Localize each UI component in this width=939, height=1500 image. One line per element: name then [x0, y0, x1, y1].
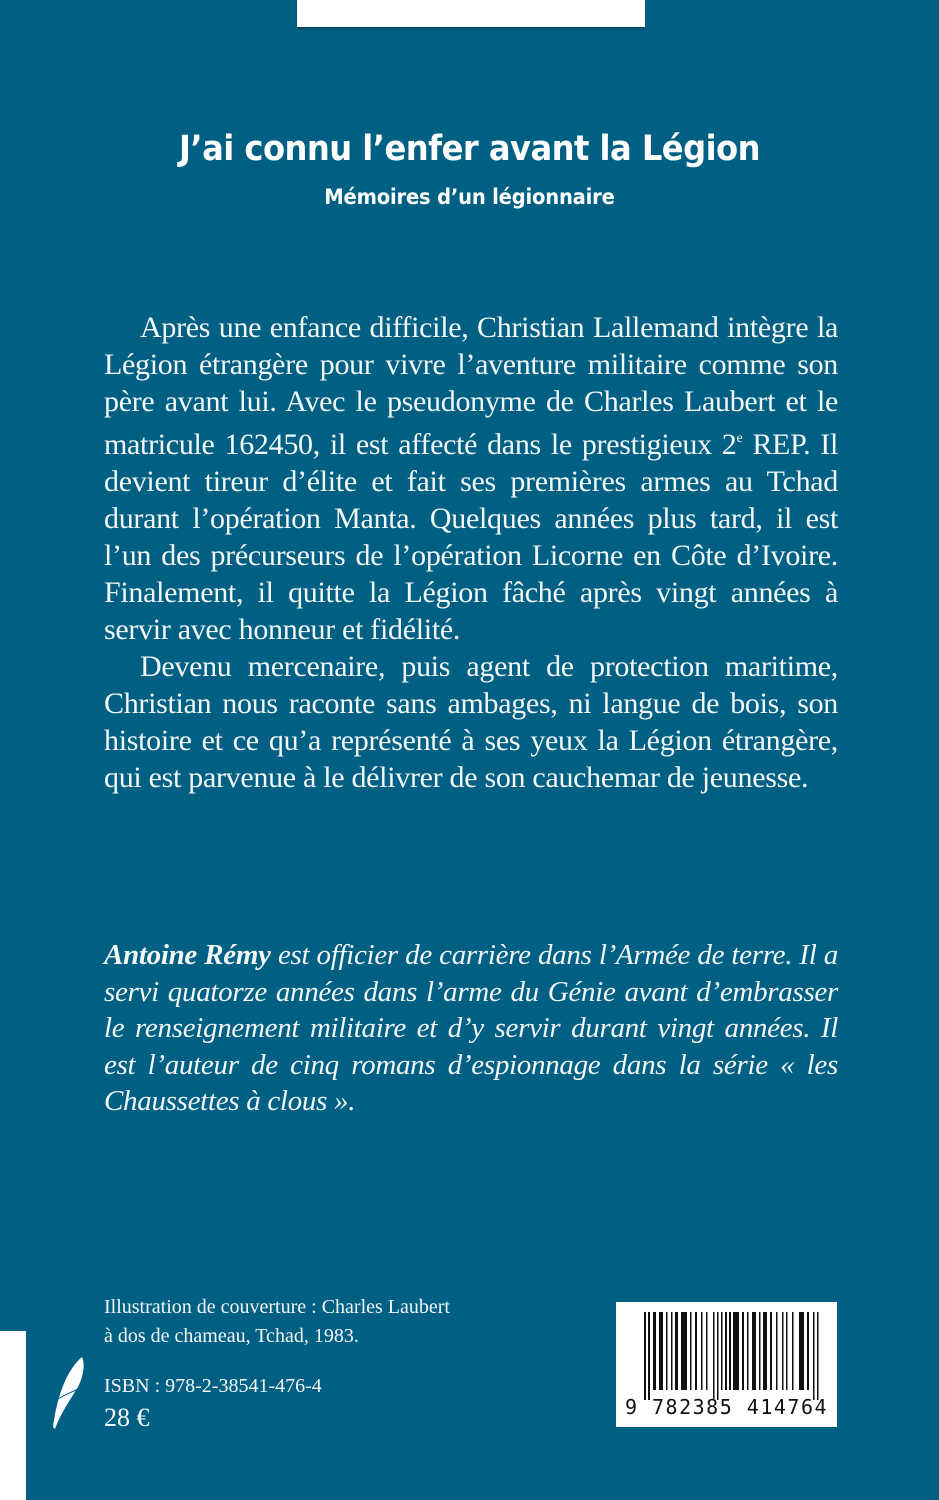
illustration-credit-line-1: Illustration de couverture : Charles Laubert — [104, 1296, 450, 1318]
barcode-digits: 9 782385 414764 — [624, 1395, 829, 1419]
superscript: e — [736, 431, 743, 446]
barcode-bars — [634, 1312, 824, 1400]
blurb-text: Après une enfance difficile, Christian Lallemand intègre la Légion étrangère pour vivre l’aventure militaire comme son père avant lui. Avec le pseudonyme de Charles Laubert et le matricule 162450, il est affecté dans le prestigieux 2 — [104, 311, 838, 461]
illustration-credit-line-2: à dos de chameau, Tchad, 1983. — [104, 1325, 359, 1347]
blurb — [104, 309, 838, 796]
price: 28 € — [104, 1403, 150, 1432]
feather-icon — [48, 1355, 88, 1435]
author-bio — [104, 937, 838, 1120]
book-title: J’ai connu l’enfer avant la Légion — [178, 129, 761, 169]
barcode — [616, 1302, 837, 1427]
cover-credits — [104, 1293, 450, 1351]
left-white-strip — [0, 1331, 26, 1500]
blurb-paragraph-1 — [104, 309, 838, 648]
author-bio-text: est officier de carrière dans l’Armée de terre. Il a servi quatorze années dans l’arme du Génie avant d’embrasser le renseignement militaire et d’y servir durant vingt années. Il est l’auteur de cinq romans d’espionnage dans la série « les Chaussettes à clous ». — [104, 939, 838, 1117]
blurb-text: REP. Il devient tireur d’élite et fait ses premières armes au Tchad durant l’opération Manta. Quelques années plus tard, il est l’un des précurseurs de l’opération Licorne en Côte d’Ivoire. Finalement, il quitte la Légion fâché après vingt années à servir avec honneur et fidélité. — [104, 428, 838, 646]
book-subtitle: Mémoires d’un légionnaire — [324, 185, 615, 209]
author-name: Antoine Rémy — [104, 939, 271, 971]
top-white-tab — [297, 0, 645, 27]
blurb-paragraph-2: Devenu mercenaire, puis agent de protection maritime, Christian nous raconte sans ambages, ni langue de bois, son histoire et ce qu’a représenté à ses yeux la Légion étrangère, qui est parvenue à le délivrer de son cauchemar de jeunesse. — [104, 650, 838, 794]
isbn: ISBN : 978-2-38541-476-4 — [104, 1375, 322, 1397]
